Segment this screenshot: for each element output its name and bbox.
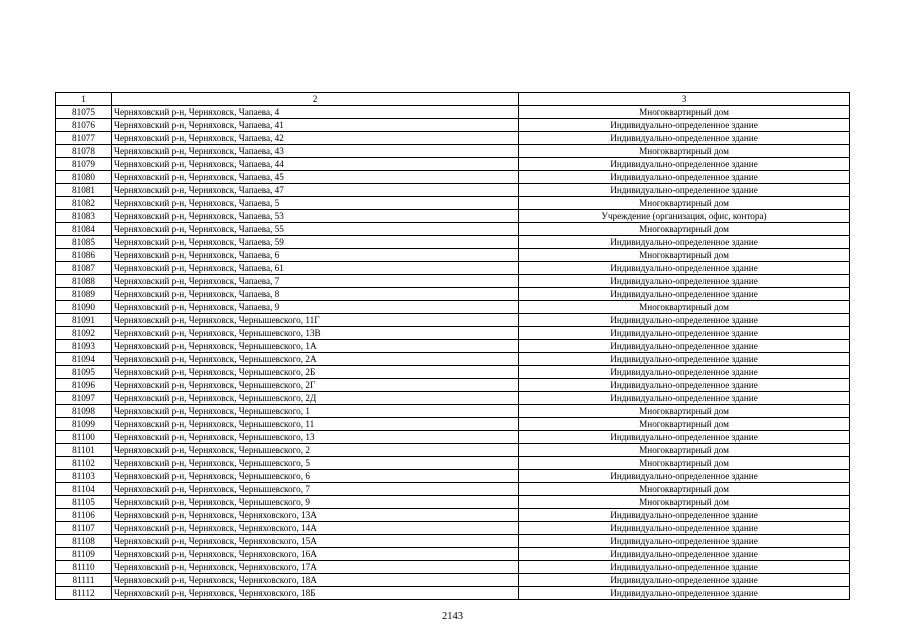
table-row [56, 158, 850, 171]
record-number-cell: 81083 [56, 210, 112, 223]
table-header-row [56, 93, 850, 106]
building-type-cell: Многоквартирный дом [519, 496, 850, 509]
building-type-cell: Индивидуально-определенное здание [519, 366, 850, 379]
record-number-cell: 81091 [56, 314, 112, 327]
address-cell: Черняховский р-н, Черняховск, Чапаева, 44 [112, 158, 519, 171]
address-cell: Черняховский р-н, Черняховск, Черняховского, 17А [112, 561, 519, 574]
table-row [56, 314, 850, 327]
table-body [56, 106, 850, 600]
address-cell: Черняховский р-н, Черняховск, Чапаева, 4 [112, 106, 519, 119]
column-header-3: 3 [519, 93, 850, 106]
building-type-cell: Многоквартирный дом [519, 483, 850, 496]
table-row [56, 366, 850, 379]
address-cell: Черняховский р-н, Черняховск, Чапаева, 53 [112, 210, 519, 223]
address-cell: Черняховский р-н, Черняховск, Чапаева, 42 [112, 132, 519, 145]
building-type-cell: Индивидуально-определенное здание [519, 275, 850, 288]
column-header-2: 2 [112, 93, 519, 106]
address-cell: Черняховский р-н, Черняховск, Чернышевского, 9 [112, 496, 519, 509]
record-number-cell: 81092 [56, 327, 112, 340]
building-type-cell: Многоквартирный дом [519, 223, 850, 236]
building-type-cell: Индивидуально-определенное здание [519, 184, 850, 197]
table-row [56, 444, 850, 457]
record-number-cell: 81102 [56, 457, 112, 470]
table-row [56, 223, 850, 236]
record-number-cell: 81095 [56, 366, 112, 379]
record-number-cell: 81086 [56, 249, 112, 262]
record-number-cell: 81088 [56, 275, 112, 288]
table-row [56, 535, 850, 548]
building-type-cell: Индивидуально-определенное здание [519, 119, 850, 132]
building-type-cell: Индивидуально-определенное здание [519, 236, 850, 249]
table-row [56, 574, 850, 587]
record-number-cell: 81106 [56, 509, 112, 522]
record-number-cell: 81111 [56, 574, 112, 587]
address-cell: Черняховский р-н, Черняховск, Чернышевского, 13В [112, 327, 519, 340]
record-number-cell: 81075 [56, 106, 112, 119]
building-type-cell: Индивидуально-определенное здание [519, 353, 850, 366]
building-type-cell: Индивидуально-определенное здание [519, 548, 850, 561]
record-number-cell: 81077 [56, 132, 112, 145]
table-row [56, 132, 850, 145]
table-row [56, 405, 850, 418]
table-row [56, 470, 850, 483]
address-cell: Черняховский р-н, Черняховск, Чапаева, 5 [112, 197, 519, 210]
building-type-cell: Индивидуально-определенное здание [519, 314, 850, 327]
record-number-cell: 81110 [56, 561, 112, 574]
address-cell: Черняховский р-н, Черняховск, Чернышевского, 5 [112, 457, 519, 470]
table-row [56, 145, 850, 158]
table-row [56, 249, 850, 262]
building-type-cell: Индивидуально-определенное здание [519, 561, 850, 574]
record-number-cell: 81101 [56, 444, 112, 457]
table-row [56, 379, 850, 392]
table-row [56, 522, 850, 535]
table-row [56, 483, 850, 496]
record-number-cell: 81099 [56, 418, 112, 431]
table-row [56, 171, 850, 184]
building-type-cell: Индивидуально-определенное здание [519, 522, 850, 535]
address-cell: Черняховский р-н, Черняховск, Чернышевского, 1А [112, 340, 519, 353]
record-number-cell: 81080 [56, 171, 112, 184]
address-cell: Черняховский р-н, Черняховск, Чернышевского, 7 [112, 483, 519, 496]
table-row [56, 288, 850, 301]
record-number-cell: 81078 [56, 145, 112, 158]
record-number-cell: 81112 [56, 587, 112, 600]
address-cell: Черняховский р-н, Черняховск, Чапаева, 43 [112, 145, 519, 158]
building-type-cell: Многоквартирный дом [519, 106, 850, 119]
building-type-cell: Индивидуально-определенное здание [519, 132, 850, 145]
record-number-cell: 81104 [56, 483, 112, 496]
record-number-cell: 81081 [56, 184, 112, 197]
address-cell: Черняховский р-н, Черняховск, Чернышевского, 2Б [112, 366, 519, 379]
building-type-cell: Индивидуально-определенное здание [519, 262, 850, 275]
building-type-cell: Многоквартирный дом [519, 249, 850, 262]
address-cell: Черняховский р-н, Черняховск, Чернышевского, 1 [112, 405, 519, 418]
record-number-cell: 81079 [56, 158, 112, 171]
record-number-cell: 81105 [56, 496, 112, 509]
record-number-cell: 81082 [56, 197, 112, 210]
table-row [56, 275, 850, 288]
record-number-cell: 81096 [56, 379, 112, 392]
table-row [56, 418, 850, 431]
address-cell: Черняховский р-н, Черняховск, Чернышевского, 2Д [112, 392, 519, 405]
address-cell: Черняховский р-н, Черняховск, Чапаева, 41 [112, 119, 519, 132]
address-cell: Черняховский р-н, Черняховск, Чернышевского, 11 [112, 418, 519, 431]
building-type-cell: Индивидуально-определенное здание [519, 392, 850, 405]
building-type-cell: Многоквартирный дом [519, 145, 850, 158]
record-number-cell: 81098 [56, 405, 112, 418]
record-number-cell: 81107 [56, 522, 112, 535]
record-number-cell: 81109 [56, 548, 112, 561]
address-cell: Черняховский р-н, Черняховск, Чапаева, 47 [112, 184, 519, 197]
table-row [56, 236, 850, 249]
table-row [56, 340, 850, 353]
record-number-cell: 81076 [56, 119, 112, 132]
building-type-cell: Многоквартирный дом [519, 301, 850, 314]
record-number-cell: 81085 [56, 236, 112, 249]
building-type-cell: Индивидуально-определенное здание [519, 431, 850, 444]
table-row [56, 548, 850, 561]
column-header-1: 1 [56, 93, 112, 106]
building-type-cell: Индивидуально-определенное здание [519, 509, 850, 522]
address-cell: Черняховский р-н, Черняховск, Черняховского, 15А [112, 535, 519, 548]
building-type-cell: Индивидуально-определенное здание [519, 535, 850, 548]
record-number-cell: 81089 [56, 288, 112, 301]
table-row [56, 509, 850, 522]
building-type-cell: Индивидуально-определенное здание [519, 587, 850, 600]
building-type-cell: Многоквартирный дом [519, 457, 850, 470]
building-type-cell: Индивидуально-определенное здание [519, 327, 850, 340]
record-number-cell: 81084 [56, 223, 112, 236]
address-cell: Черняховский р-н, Черняховск, Чапаева, 45 [112, 171, 519, 184]
building-type-cell: Многоквартирный дом [519, 405, 850, 418]
building-type-cell: Многоквартирный дом [519, 418, 850, 431]
address-cell: Черняховский р-н, Черняховск, Черняховского, 14А [112, 522, 519, 535]
building-type-cell: Индивидуально-определенное здание [519, 288, 850, 301]
record-number-cell: 81087 [56, 262, 112, 275]
address-cell: Черняховский р-н, Черняховск, Чернышевского, 11Г [112, 314, 519, 327]
table-row [56, 106, 850, 119]
address-cell: Черняховский р-н, Черняховск, Чапаева, 6 [112, 249, 519, 262]
record-number-cell: 81094 [56, 353, 112, 366]
table-row [56, 561, 850, 574]
address-cell: Черняховский р-н, Черняховск, Чернышевского, 6 [112, 470, 519, 483]
address-cell: Черняховский р-н, Черняховск, Чапаева, 9 [112, 301, 519, 314]
address-cell: Черняховский р-н, Черняховск, Чапаева, 59 [112, 236, 519, 249]
table-row [56, 496, 850, 509]
address-cell: Черняховский р-н, Черняховск, Чернышевского, 2А [112, 353, 519, 366]
building-type-cell: Многоквартирный дом [519, 197, 850, 210]
building-type-cell: Индивидуально-определенное здание [519, 158, 850, 171]
table-row [56, 262, 850, 275]
address-cell: Черняховский р-н, Черняховск, Чапаева, 55 [112, 223, 519, 236]
record-number-cell: 81090 [56, 301, 112, 314]
building-type-cell: Индивидуально-определенное здание [519, 470, 850, 483]
table-row [56, 457, 850, 470]
building-type-cell: Индивидуально-определенное здание [519, 379, 850, 392]
building-type-cell: Индивидуально-определенное здание [519, 574, 850, 587]
table-row [56, 431, 850, 444]
table-row [56, 184, 850, 197]
table-row [56, 210, 850, 223]
address-cell: Черняховский р-н, Черняховск, Черняховского, 18А [112, 574, 519, 587]
table-row [56, 392, 850, 405]
record-number-cell: 81108 [56, 535, 112, 548]
table-row [56, 301, 850, 314]
table-row [56, 587, 850, 600]
building-type-cell: Учреждение (организация, офис, контора) [519, 210, 850, 223]
address-cell: Черняховский р-н, Черняховск, Черняховского, 16А [112, 548, 519, 561]
table-row [56, 119, 850, 132]
address-cell: Черняховский р-н, Черняховск, Чапаева, 7 [112, 275, 519, 288]
building-type-cell: Индивидуально-определенное здание [519, 340, 850, 353]
address-cell: Черняховский р-н, Черняховск, Чапаева, 8 [112, 288, 519, 301]
table-row [56, 327, 850, 340]
record-number-cell: 81103 [56, 470, 112, 483]
building-type-cell: Многоквартирный дом [519, 444, 850, 457]
record-number-cell: 81093 [56, 340, 112, 353]
register-table [55, 92, 850, 600]
address-cell: Черняховский р-н, Черняховск, Чернышевского, 13 [112, 431, 519, 444]
address-cell: Черняховский р-н, Черняховск, Черняховского, 18Б [112, 587, 519, 600]
record-number-cell: 81100 [56, 431, 112, 444]
address-cell: Черняховский р-н, Черняховск, Чапаева, 61 [112, 262, 519, 275]
table-row [56, 353, 850, 366]
record-number-cell: 81097 [56, 392, 112, 405]
building-type-cell: Индивидуально-определенное здание [519, 171, 850, 184]
table-row [56, 197, 850, 210]
page-number: 2143 [442, 611, 463, 622]
address-cell: Черняховский р-н, Черняховск, Черняховского, 13А [112, 509, 519, 522]
address-cell: Черняховский р-н, Черняховск, Чернышевского, 2Г [112, 379, 519, 392]
address-cell: Черняховский р-н, Черняховск, Чернышевского, 2 [112, 444, 519, 457]
